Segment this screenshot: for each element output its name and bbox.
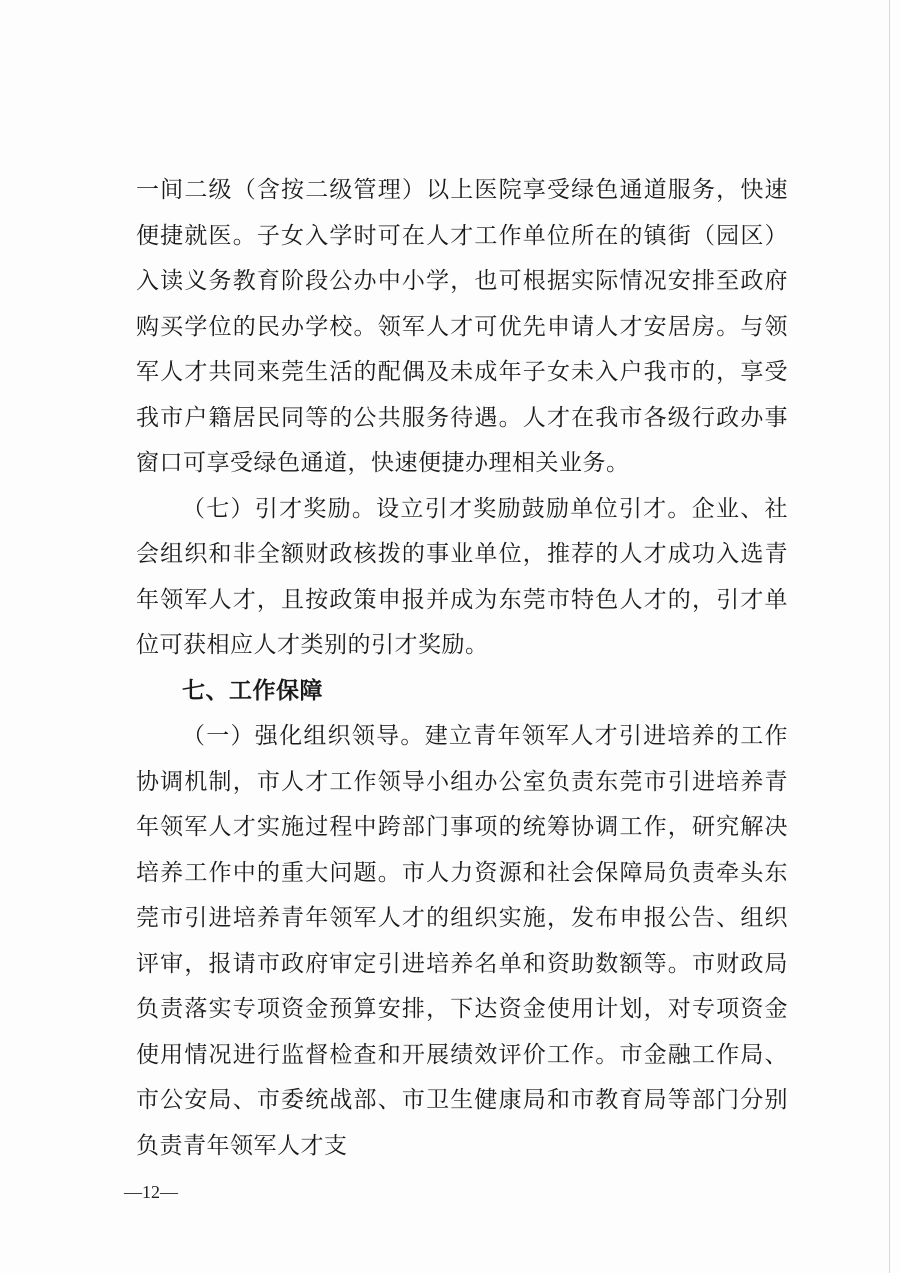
scan-edge-line <box>889 0 890 1273</box>
page-number: —12— <box>124 1182 178 1202</box>
section-heading-work-guarantee: 七、工作保障 <box>182 677 323 704</box>
paragraph-talent-reward: （七）引才奖励。设立引才奖励鼓励单位引才。企业、社会组织和非全额财政核拨的事业单位，推荐的人才成功入选青年领军人才，且按政策申报并成为东莞市特色人才的，引才单位可获相应人才类别的引才奖励。 <box>136 495 788 658</box>
document-body <box>136 168 788 1169</box>
paragraph-continued-services: 一间二级（含按二级管理）以上医院享受绿色通道服务，快速便捷就医。子女入学时可在人才工作单位所在的镇街（园区）入读义务教育阶段公办中小学，也可根据实际情况安排至政府购买学位的民办学校。领军人才可优先申请人才安居房。与领军人才共同来莞生活的配偶及未成年子女未入户我市的，享受我市户籍居民同等的公共服务待遇。人才在我市各级行政办事窗口可享受绿色通道，快速便捷办理相关业务。 <box>136 177 788 476</box>
paragraph-organization-leadership: （一）强化组织领导。建立青年领军人才引进培养的工作协调机制，市人才工作领导小组办公室负责东莞市引进培养青年领军人才实施过程中跨部门事项的统筹协调工作，研究解决培养工作中的重大问题。市人力资源和社会保障局负责牵头东莞市引进培养青年领军人才的组织实施，发布申报公告、组织评审，报请市政府审定引进培养名单和资助数额等。市财政局负责落实专项资金预算安排，下达资金使用计划，对专项资金使用情况进行监督检查和开展绩效评价工作。市金融工作局、市公安局、市委统战部、市卫生健康局和市教育局等部门分别负责青年领军人才支 <box>136 723 788 1159</box>
